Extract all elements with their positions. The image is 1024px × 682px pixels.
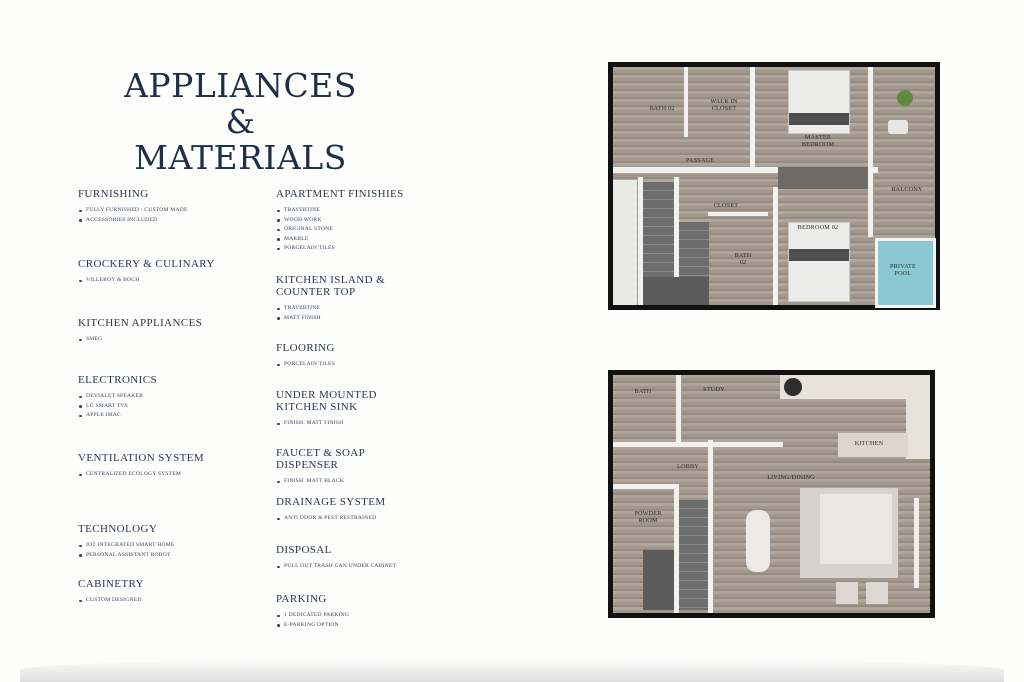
section-technology xyxy=(78,523,175,560)
bed-02 xyxy=(788,222,850,302)
label-living-dining: LIVING/DINING xyxy=(767,474,815,481)
list-item: ANTI ODOR & PEST RESTRAINED xyxy=(284,514,386,524)
section-kitchen-appliances xyxy=(78,317,202,345)
upper-floor-plan xyxy=(608,62,940,310)
list-item: WOOD WORK xyxy=(284,216,404,226)
list-item: PORCELAIN TILES xyxy=(284,360,335,370)
title-line-1: APPLIANCES & xyxy=(124,66,357,141)
list-item: ACCESSORIES INCLUDED xyxy=(86,216,188,226)
list-item: LG SMART TVS xyxy=(86,402,157,412)
staircase xyxy=(679,500,708,610)
master-bed xyxy=(788,70,850,134)
section-heading: ELECTRONICS xyxy=(78,374,157,386)
list-item: FINISH: MATT FINISH xyxy=(284,419,416,429)
section-ventilation xyxy=(78,452,204,480)
list-item: FINISH: MATT BLACK xyxy=(284,477,426,487)
list-item: PERSONAL ASSISTANT ROBOT xyxy=(86,551,175,561)
section-furnishing xyxy=(78,188,188,225)
list-item: TRAVERTINE xyxy=(284,206,404,216)
page-title xyxy=(118,68,363,176)
list-item: TRAVERTINE xyxy=(284,304,386,314)
list-item: MARBLE xyxy=(284,235,404,245)
list-item: E-PARKING OPTION xyxy=(284,621,349,631)
label-bath02-lower: BATH 02 xyxy=(734,252,752,266)
section-heading: TECHNOLOGY xyxy=(78,523,158,535)
list-item: VILLEROY & BOCH xyxy=(86,276,215,286)
section-heading: APARTMENT FINISHIES xyxy=(276,188,404,200)
section-crockery xyxy=(78,258,215,286)
list-item: SMEG xyxy=(86,335,202,345)
label-powder-room: POWDER ROOM xyxy=(634,510,662,524)
section-faucet xyxy=(276,447,426,487)
section-heading: CABINETRY xyxy=(78,578,144,590)
label-bath: BATH xyxy=(634,388,652,395)
label-kitchen: KITCHEN xyxy=(854,440,884,447)
section-heading: CROCKERY & CULINARY xyxy=(78,258,215,270)
label-master-bedroom: MASTER BEDROOM xyxy=(801,134,835,148)
section-disposal xyxy=(276,544,396,572)
section-apartment-finishes xyxy=(276,188,404,254)
section-heading: FAUCET & SOAP DISPENSER xyxy=(276,447,365,471)
page-bottom-shadow xyxy=(20,658,1004,682)
section-heading: VENTILATION SYSTEM xyxy=(78,452,205,464)
section-parking xyxy=(276,593,349,630)
list-item: APPLE IMAC xyxy=(86,411,157,421)
list-item: ORIGINAL STONE xyxy=(284,225,404,235)
label-bedroom02: BEDROOM 02 xyxy=(797,224,839,231)
label-closet: CLOSET xyxy=(713,202,739,209)
list-item: IOT INTEGRATED SMART HOME xyxy=(86,541,175,551)
section-heading: DRAINAGE SYSTEM xyxy=(276,496,386,508)
section-electronics xyxy=(78,374,157,421)
label-private-pool: PRIVATE POOL xyxy=(889,263,917,277)
section-heading: UNDER MOUNTED KITCHEN SINK xyxy=(276,389,377,413)
label-passage: PASSAGE xyxy=(685,157,715,164)
list-item: MATT FINISH xyxy=(284,314,386,324)
title-line-2: MATERIALS xyxy=(134,138,347,177)
section-heading: KITCHEN APPLIANCES xyxy=(78,317,203,329)
section-sink xyxy=(276,389,416,429)
section-heading: FLOORING xyxy=(276,342,335,354)
label-lobby: LOBBY xyxy=(677,463,699,470)
section-heading: PARKING xyxy=(276,593,327,605)
list-item: 1 DEDICATED PARKING xyxy=(284,611,349,621)
section-flooring xyxy=(276,342,335,370)
staircase xyxy=(679,222,709,282)
list-item: CENTRALIZED ECOLOGY SYSTEM xyxy=(86,470,204,480)
list-item: PORCELAIN TILES xyxy=(284,244,404,254)
label-balcony: BALCONY xyxy=(891,186,923,193)
section-drainage xyxy=(276,496,386,524)
list-item: DEVIALET SPEAKER xyxy=(86,392,157,402)
list-item: CUSTOM DESIGNED xyxy=(86,596,144,606)
list-item: PULL OUT TRASH CAN UNDER CABINET xyxy=(284,562,396,572)
section-kitchen-island xyxy=(276,274,386,323)
label-study: STUDY xyxy=(703,386,725,393)
section-heading: FURNISHING xyxy=(78,188,149,200)
label-walkin-closet: WALK IN CLOSET xyxy=(710,98,738,112)
list-item: FULLY FURNISHED - CUSTOM MADE xyxy=(86,206,188,216)
label-bath02-upper: BATH 02 xyxy=(649,105,675,112)
section-cabinetry xyxy=(78,578,144,606)
section-heading: KITCHEN ISLAND & COUNTER TOP xyxy=(276,274,386,298)
section-heading: DISPOSAL xyxy=(276,544,332,556)
lower-floor-plan xyxy=(608,370,935,618)
